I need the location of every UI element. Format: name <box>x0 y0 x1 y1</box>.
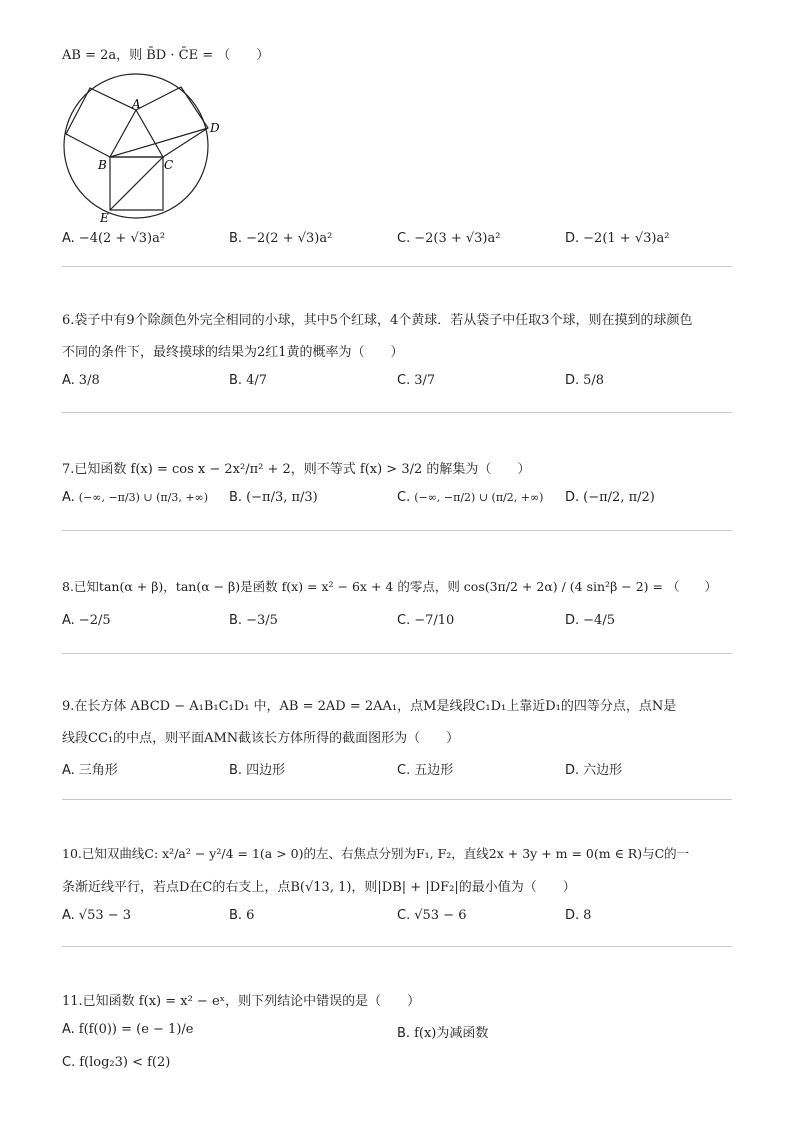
option-text: 六边形 <box>583 763 623 778</box>
q5-option-a[interactable] <box>62 231 165 246</box>
option-text: −2(3 + √3)a² <box>414 231 501 246</box>
q7-stem: 7.已知函数 f(x) = cos x − 2x²/π² + 2，则不等式 f(x) > 3/2 的解集为（ ） <box>62 462 531 477</box>
option-text: (−∞, −π/3) ∪ (π/3, +∞) <box>78 491 209 504</box>
option-label: C. <box>62 1055 76 1070</box>
option-label: B. <box>229 373 243 388</box>
q10-option-a[interactable] <box>62 908 131 923</box>
option-label: A. <box>62 613 75 628</box>
option-text: −2(1 + √3)a² <box>583 231 670 246</box>
q9-stem-line1: 9.在长方体 ABCD − A₁B₁C₁D₁ 中，AB = 2AD = 2AA₁，点M是线段C₁D₁上靠近D₁的四等分点，点N是 <box>62 699 677 714</box>
divider <box>62 799 732 800</box>
q6-stem-line1: 6.袋子中有9个除颜色外完全相同的小球，其中5个红球，4个黄球．若从袋子中任取3个球，则在摸到的球颜色 <box>62 313 693 328</box>
option-text: 6 <box>246 908 255 923</box>
option-label: D. <box>565 373 580 388</box>
option-text: 5/8 <box>583 373 605 388</box>
option-text: √53 − 3 <box>78 908 132 923</box>
q8-stem: 8.已知tan(α + β)，tan(α − β)是函数 f(x) = x² − 6x + 4 的零点，则 cos(3π/2 + 2α) / (4 sin²β − 2) = （ ） <box>62 579 717 594</box>
q11-option-b[interactable] <box>397 1022 488 1041</box>
q7-option-d[interactable] <box>565 490 655 505</box>
q5-option-d[interactable] <box>565 231 669 246</box>
q8-option-d[interactable] <box>565 613 615 628</box>
q10-option-c[interactable] <box>397 908 466 923</box>
option-label: B. <box>397 1026 411 1041</box>
option-label: B. <box>229 613 243 628</box>
option-text: 8 <box>583 908 592 923</box>
option-text: −2(2 + √3)a² <box>246 231 333 246</box>
divider <box>62 946 732 947</box>
option-label: C. <box>397 908 411 923</box>
option-label: A. <box>62 373 75 388</box>
q5-stem: AB = 2a，则 B̄D · C̄E = （ ） <box>62 48 270 63</box>
q7-option-b[interactable] <box>229 490 318 505</box>
option-label: D. <box>565 763 580 778</box>
option-label: B. <box>229 908 243 923</box>
option-text: 三角形 <box>78 763 118 778</box>
label-E: E <box>100 211 109 224</box>
option-label: A. <box>62 908 75 923</box>
q6-option-b[interactable] <box>229 373 267 388</box>
label-B: B <box>98 158 107 172</box>
option-text: −4/5 <box>583 613 615 628</box>
option-label: B. <box>229 763 243 778</box>
divider <box>62 653 732 654</box>
q9-option-b[interactable] <box>229 759 285 778</box>
q5-geometry-figure <box>60 72 230 224</box>
option-label: C. <box>397 613 411 628</box>
option-label: C. <box>397 490 411 505</box>
q8-option-c[interactable] <box>397 613 454 628</box>
q7-option-c[interactable] <box>397 490 543 505</box>
q9-stem-line2: 线段CC₁的中点，则平面AMN截该长方体所得的截面图形为（ ） <box>62 731 460 746</box>
label-C: C <box>164 158 174 172</box>
option-label: C. <box>397 373 411 388</box>
option-text: f(log₂3) < f(2) <box>79 1055 171 1070</box>
option-label: D. <box>565 908 580 923</box>
option-label: A. <box>62 1022 75 1037</box>
label-D: D <box>210 121 220 135</box>
option-label: C. <box>397 763 411 778</box>
q6-option-a[interactable] <box>62 373 100 388</box>
option-label: B. <box>229 490 243 505</box>
option-label: B. <box>229 231 243 246</box>
q7-option-a[interactable] <box>62 490 208 505</box>
option-text: −4(2 + √3)a² <box>78 231 166 246</box>
option-label: D. <box>565 231 580 246</box>
q8-option-b[interactable] <box>229 613 278 628</box>
q10-stem-line2: 条渐近线平行，若点D在C的右支上，点B(√13, 1)，则|DB| + |DF₂|的最小值为（ ） <box>62 880 576 895</box>
q9-option-c[interactable] <box>397 759 453 778</box>
q9-option-d[interactable] <box>565 759 622 778</box>
option-text: 3/8 <box>78 373 100 388</box>
q5-option-b[interactable] <box>229 231 332 246</box>
option-text: (−∞, −π/2) ∪ (π/2, +∞) <box>414 491 544 504</box>
option-text: (−π/2, π/2) <box>583 490 655 505</box>
q5-option-c[interactable] <box>397 231 500 246</box>
option-text: f(x)为减函数 <box>414 1026 489 1041</box>
option-label: D. <box>565 490 580 505</box>
q6-stem-line2: 不同的条件下，最终摸球的结果为2红1黄的概率为（ ） <box>62 345 404 360</box>
option-text: (−π/3, π/3) <box>246 490 318 505</box>
divider <box>62 266 732 267</box>
option-text: −3/5 <box>246 613 278 628</box>
q11-option-a[interactable] <box>62 1022 193 1037</box>
option-label: C. <box>397 231 411 246</box>
q6-option-d[interactable] <box>565 373 604 388</box>
divider <box>62 412 732 413</box>
option-label: A. <box>62 490 75 505</box>
q10-stem-line1: 10.已知双曲线C: x²/a² − y²/4 = 1(a > 0)的左、右焦点分别为F₁, F₂，直线2x + 3y + m = 0(m ∈ R)与C的一 <box>62 846 690 861</box>
q9-option-a[interactable] <box>62 759 118 778</box>
q8-option-a[interactable] <box>62 613 111 628</box>
option-text: −7/10 <box>414 613 455 628</box>
option-text: 3/7 <box>414 373 436 388</box>
divider <box>62 530 732 531</box>
option-text: f(f(0)) = (e − 1)/e <box>78 1022 194 1037</box>
label-A: A <box>132 97 141 111</box>
q6-option-c[interactable] <box>397 373 435 388</box>
option-label: A. <box>62 231 75 246</box>
q11-stem: 11.已知函数 f(x) = x² − eˣ，则下列结论中错误的是（ ） <box>62 994 421 1009</box>
option-label: A. <box>62 763 75 778</box>
q10-option-d[interactable] <box>565 908 591 923</box>
option-label: D. <box>565 613 580 628</box>
q11-option-c[interactable] <box>62 1055 170 1070</box>
option-text: 4/7 <box>246 373 267 388</box>
q10-option-b[interactable] <box>229 908 254 923</box>
option-text: 四边形 <box>246 763 286 778</box>
option-text: −2/5 <box>78 613 111 628</box>
option-text: √53 − 6 <box>414 908 467 923</box>
option-text: 五边形 <box>414 763 454 778</box>
